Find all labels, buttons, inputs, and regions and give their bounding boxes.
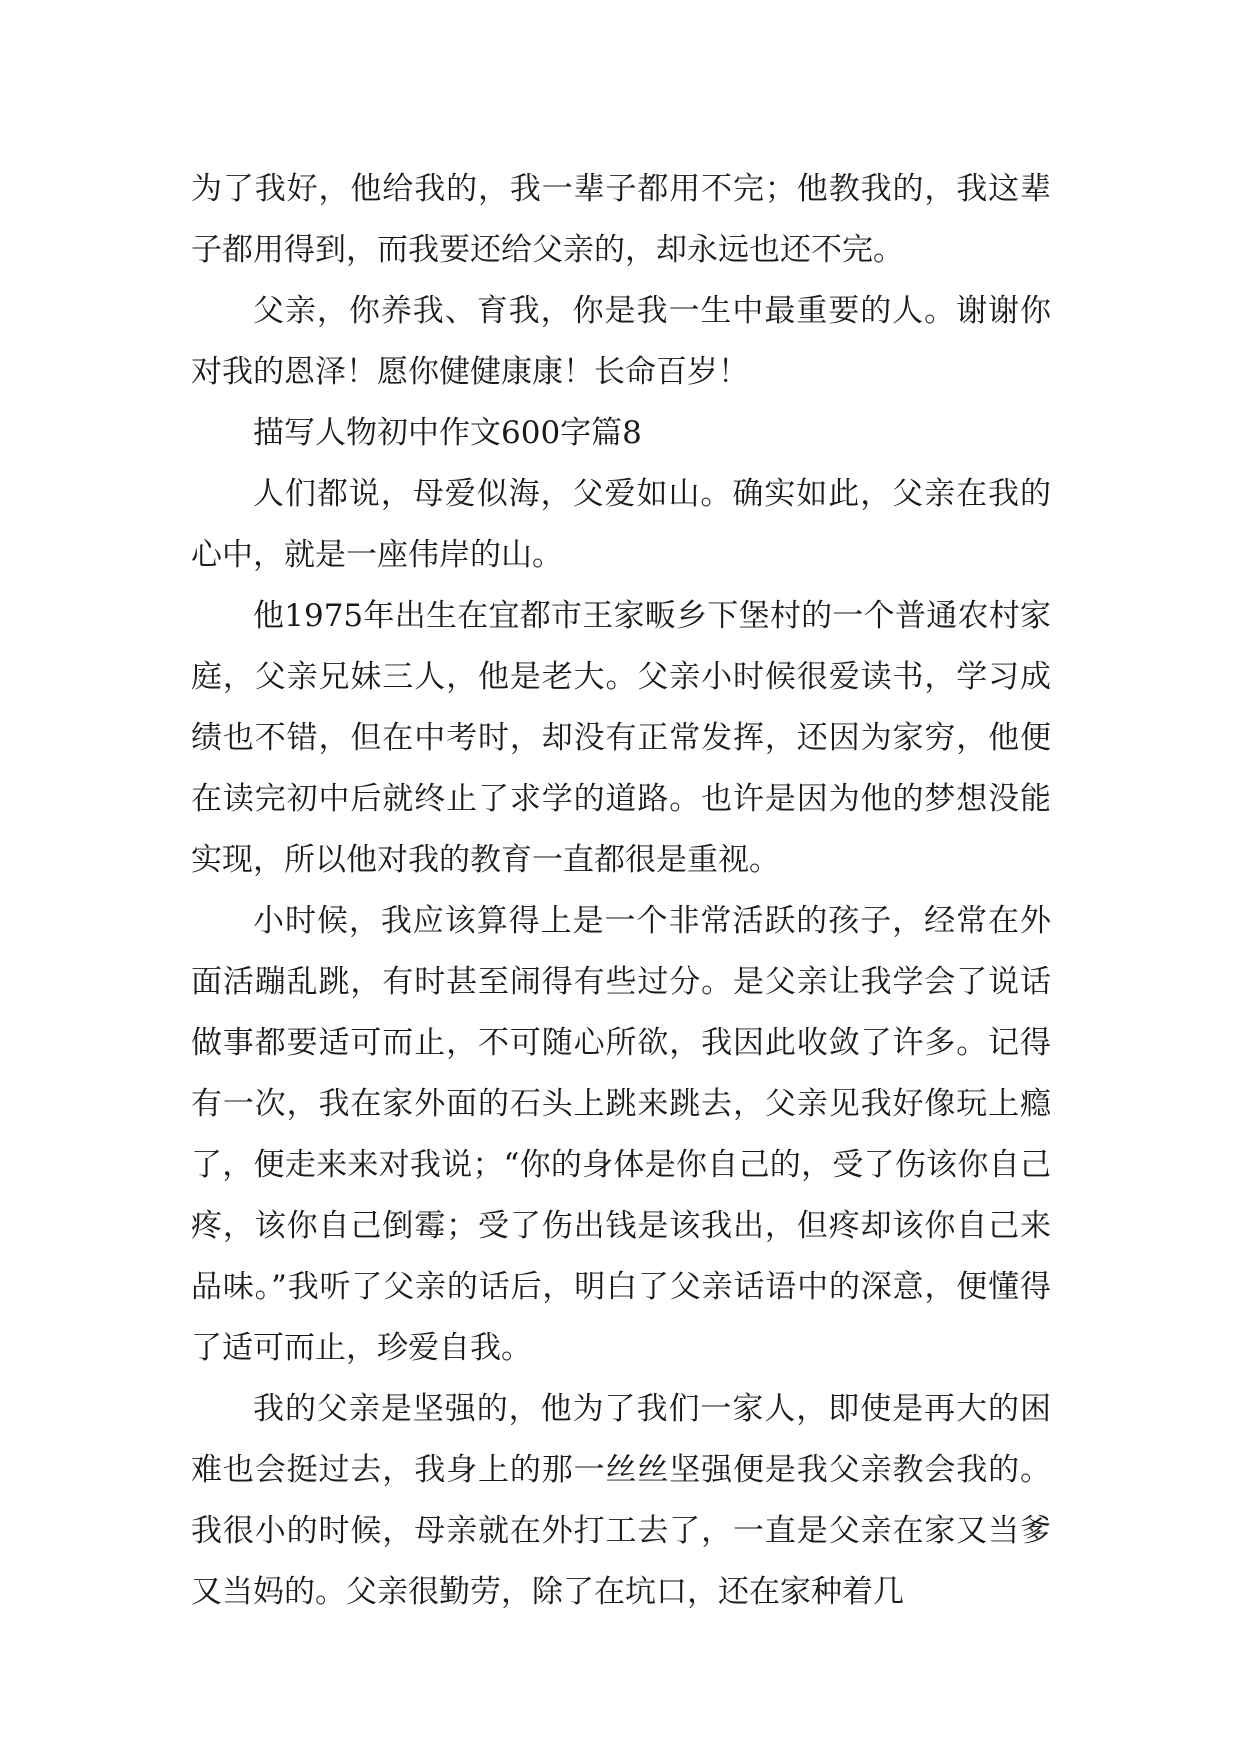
essay-heading: 描写人物初中作文600字篇8 — [253, 415, 642, 451]
paragraph-gratitude: 父亲，你养我、育我，你是我一生中最重要的人。谢谢你对我的恩泽！愿你健健康康！长命百岁！ — [191, 293, 1051, 390]
paragraph-strength: 我的父亲是坚强的，他为了我们一家人，即使是再大的困难也会挺过去，我身上的那一丝丝坚强便是我父亲教会我的。我很小的时候，母亲就在外打工去了，一直是父亲在家又当爹又当妈的。父亲很勤劳，除了在坑口，还在家种着几 — [191, 1391, 1051, 1610]
paragraph-background: 他1975年出生在宜都市王家畈乡下堡村的一个普通农村家庭，父亲兄妹三人，他是老大。父亲小时候很爱读书，学习成绩也不错，但在中考时，却没有正常发挥，还因为家穷，他便在读完初中后就终止了求学的道路。也许是因为他的梦想没能实现，所以他对我的教育一直都很是重视。 — [191, 598, 1051, 878]
paragraph-childhood: 小时候，我应该算得上是一个非常活跃的孩子，经常在外面活蹦乱跳，有时甚至闹得有些过分。是父亲让我学会了说话做事都要适可而止，不可随心所欲，我因此收敛了许多。记得有一次，我在家外面的石头上跳来跳去，父亲见我好像玩上瘾了，便走来来对我说；“你的身体是你自己的，受了伤该你自己疼，该你自己倒霉；受了伤出钱是该我出，但疼却该你自己来品味。”我听了父亲的话后，明白了父亲话语中的深意，便懂得了适可而止，珍爱自我。 — [191, 903, 1051, 1366]
essay-body — [191, 159, 1051, 1623]
paragraph-continued: 为了我好，他给我的，我一辈子都用不完；他教我的，我这辈子都用得到，而我要还给父亲的，却永远也还不完。 — [191, 171, 1051, 268]
paragraph-intro: 人们都说，母爱似海，父爱如山。确实如此，父亲在我的心中，就是一座伟岸的山。 — [191, 476, 1051, 573]
